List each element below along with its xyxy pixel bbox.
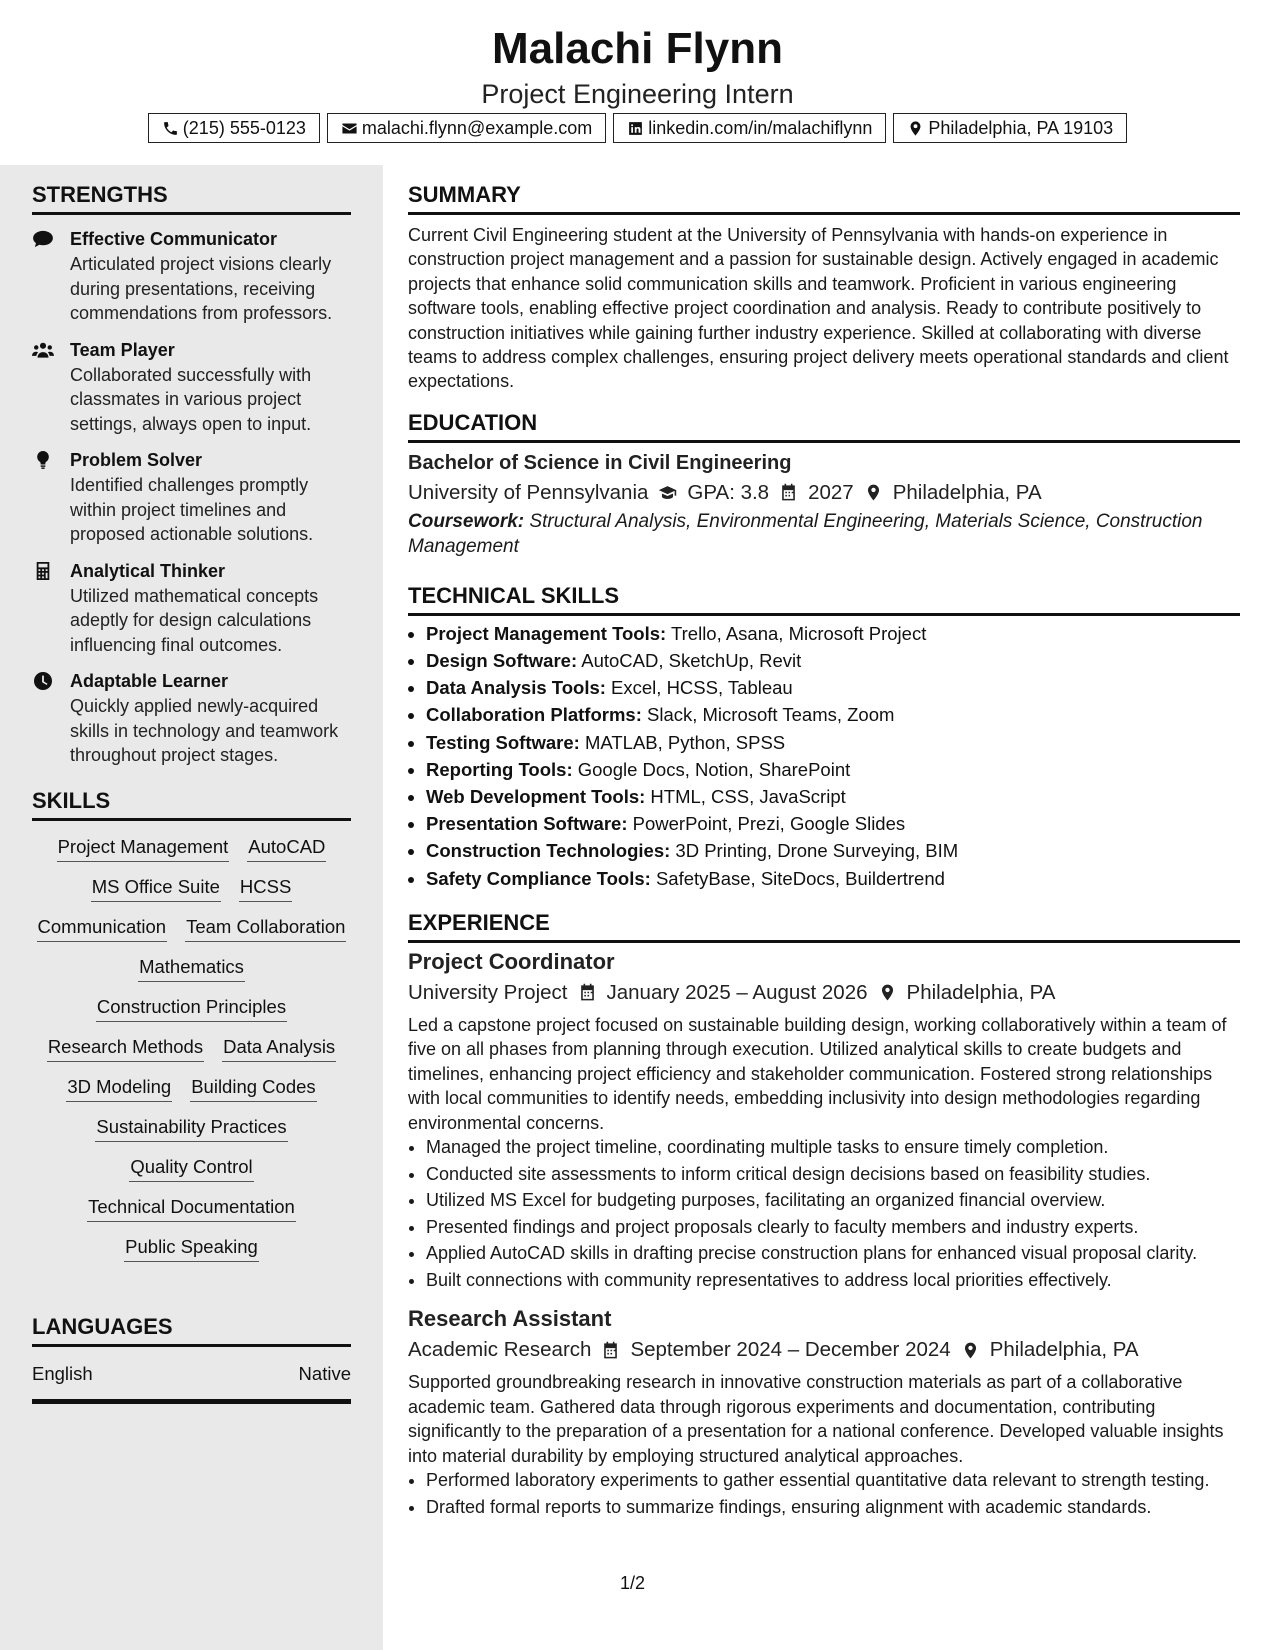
technical-skill-item	[426, 865, 1240, 892]
section-divider	[408, 440, 1240, 443]
strength-item	[32, 559, 351, 658]
job-bullet: • Conducted site assessments to inform critical design decisions based on feasibility studies.	[426, 1162, 1240, 1187]
job-meta	[408, 1334, 1240, 1366]
technical-skill-item	[426, 620, 1240, 647]
job-bullet: • Presented findings and project proposals clearly to faculty members and industry experts.	[426, 1215, 1240, 1240]
strength-title: Analytical Thinker	[70, 560, 226, 581]
skill-tag: Data Analysis	[222, 1033, 336, 1062]
phone-contact[interactable]	[148, 113, 320, 143]
skill-tag: 3D Modeling	[66, 1073, 172, 1102]
technical-skills-list	[408, 620, 1240, 892]
school-name: University of Pennsylvania	[408, 480, 649, 504]
envelope-icon	[341, 120, 358, 137]
skills-heading: SKILLS	[32, 787, 111, 813]
linkedin-text: linkedin.com/in/malachiflynn	[648, 117, 873, 138]
gpa-text: GPA: 3.8	[687, 480, 770, 504]
location-contact	[893, 113, 1127, 143]
email-text: malachi.flynn@example.com	[361, 117, 593, 138]
calendar-icon	[779, 483, 798, 502]
coursework	[408, 509, 1240, 559]
skill-tag: Sustainability Practices	[95, 1113, 287, 1142]
summary-text: Current Civil Engineering student at the University of Pennsylvania with hands-on experience in construction project management and a passion for sustainable design. Actively engaged in academic projects that enhance solid communication skills and teamwork. Proficient in various engineering software tools, enabling effective project coordination and analysis. Ready to contribute positively to construction initiatives while gaining further industry experience. Skilled at collaborating with diverse teams to address complex challenges, ensuring project delivery meets operational standards and client expectations.	[408, 225, 1229, 392]
page-number: 1/2	[620, 1573, 646, 1593]
experience-heading: EXPERIENCE	[408, 909, 550, 935]
technical-skill-item	[426, 837, 1240, 864]
language-level: Native	[298, 1362, 351, 1384]
job-bullet: • Built connections with community representatives to address local priorities effectively.	[426, 1268, 1240, 1293]
degree-title: Bachelor of Science in Civil Engineering	[408, 451, 792, 474]
map-pin-icon	[907, 120, 924, 137]
technical-skill-item	[426, 701, 1240, 728]
skill-tag: Team Collaboration	[185, 913, 346, 942]
skill-tag: MS Office Suite	[91, 873, 221, 902]
skill-tag: Project Management	[57, 833, 230, 862]
technical-skill-item	[426, 810, 1240, 837]
strength-item	[32, 338, 351, 437]
job-organization: Academic Research	[408, 1338, 592, 1362]
skill-tag: AutoCAD	[247, 833, 326, 862]
candidate-title: Project Engineering Intern	[481, 79, 794, 109]
strength-description: Collaborated successfully with classmates in various project settings, always open to input.	[70, 364, 312, 434]
users-icon	[32, 341, 54, 359]
strength-item	[32, 448, 351, 547]
graduation-year: 2027	[808, 480, 854, 504]
skill-tag: Public Speaking	[124, 1233, 259, 1262]
job-bullet: • Drafted formal reports to summarize findings, ensuring alignment with academic standards.	[426, 1495, 1240, 1520]
lightbulb-icon	[32, 451, 54, 469]
graduation-cap-icon	[658, 483, 677, 502]
education-meta	[408, 477, 1240, 509]
phone-icon	[162, 120, 179, 137]
map-pin-icon	[864, 483, 883, 502]
skill-values: AutoCAD, SketchUp, Revit	[581, 650, 802, 672]
job-bullets	[408, 1468, 1240, 1519]
skill-values: MATLAB, Python, SPSS	[584, 731, 786, 753]
strength-title: Team Player	[70, 339, 175, 360]
skill-tag: HCSS	[239, 873, 292, 902]
candidate-name: Malachi Flynn	[492, 24, 783, 73]
skill-values: 3D Printing, Drone Surveying, BIM	[675, 840, 959, 862]
skill-category: Reporting Tools:	[426, 758, 573, 780]
section-divider	[408, 212, 1240, 215]
strength-description: Quickly applied newly-acquired skills in technology and teamwork throughout project stages.	[70, 696, 339, 765]
technical-skill-item	[426, 674, 1240, 701]
strength-item	[32, 227, 351, 326]
job-role: Project Coordinator	[408, 948, 615, 974]
language-proficiency-bar	[32, 1399, 351, 1404]
skill-values: Excel, HCSS, Tableau	[611, 677, 793, 699]
skill-category: Testing Software:	[426, 731, 580, 753]
language-name: English	[32, 1362, 93, 1384]
technical-skill-item	[426, 756, 1240, 783]
calculator-icon	[32, 562, 54, 580]
strengths-heading: STRENGTHS	[32, 182, 168, 207]
job-description: Supported groundbreaking research in innovative construction materials as part of a collaborative academic team. Gathered data through rigorous experiments and documentation, contributing significantly to the preparation of a presentation for a national conference. Developed valuable insights into material durability by employing structured analytical approaches.	[408, 1372, 1224, 1466]
job-description: Led a capstone project focused on sustainable building design, working collaboratively within a team of five on all phases from planning through execution. Utilized analytical skills to create budgets and timelines, enhancing project efficiency and stakeholder communication. Fostered strong relationships with local communities to identify needs, embedding inclusivity into design methodologies regarding environmental concerns.	[408, 1014, 1227, 1133]
skill-tag: Communication	[37, 913, 168, 942]
job-bullet: • Applied AutoCAD skills in drafting precise construction plans for enhanced visual proposal clarity.	[426, 1241, 1240, 1266]
skill-category: Collaboration Platforms:	[426, 704, 642, 726]
skill-tag: Quality Control	[129, 1153, 253, 1182]
language-row	[32, 1359, 351, 1389]
job-location: Philadelphia, PA	[989, 1338, 1139, 1362]
strength-description: Articulated project visions clearly during presentations, receiving commendations from professors.	[70, 254, 333, 323]
section-divider	[408, 940, 1240, 943]
job-bullet: • Performed laboratory experiments to gather essential quantitative data relevant to strength testing.	[426, 1468, 1240, 1493]
school-location: Philadelphia, PA	[892, 480, 1042, 504]
technical-skill-item	[426, 647, 1240, 674]
email-contact[interactable]	[327, 113, 606, 143]
strength-title: Adaptable Learner	[70, 671, 229, 691]
languages-heading: LANGUAGES	[32, 1313, 173, 1339]
skill-values: PowerPoint, Prezi, Google Slides	[632, 813, 906, 835]
skill-category: Safety Compliance Tools:	[426, 867, 651, 889]
job-meta	[408, 977, 1240, 1009]
linkedin-icon	[627, 120, 644, 137]
education-heading: EDUCATION	[408, 409, 538, 435]
speech-bubble-icon	[32, 230, 54, 248]
calendar-icon	[601, 1341, 620, 1360]
strength-item	[32, 669, 351, 768]
location-text: Philadelphia, PA 19103	[928, 117, 1114, 138]
main-content	[408, 178, 1240, 1531]
skill-category: Design Software:	[426, 650, 578, 672]
section-divider	[32, 1344, 351, 1347]
technical-skill-item	[426, 783, 1240, 810]
coursework-list: Structural Analysis, Environmental Engineering, Materials Science, Construction Management	[408, 510, 1203, 557]
section-divider	[408, 613, 1240, 616]
skill-category: Web Development Tools:	[426, 786, 646, 808]
strength-description: Utilized mathematical concepts adeptly for design calculations influencing final outcomes.	[70, 585, 319, 655]
job-bullets	[408, 1135, 1240, 1293]
skill-values: Trello, Asana, Microsoft Project	[671, 622, 927, 644]
technical-skills-heading: TECHNICAL SKILLS	[408, 582, 620, 608]
job-dates: January 2025 – August 2026	[606, 980, 868, 1004]
map-pin-icon	[878, 983, 897, 1002]
skill-category: Data Analysis Tools:	[426, 677, 606, 699]
skill-tag: Building Codes	[190, 1073, 316, 1102]
job-location: Philadelphia, PA	[906, 980, 1056, 1004]
map-pin-icon	[961, 1341, 980, 1360]
coursework-label: Coursework:	[408, 510, 525, 532]
job-bullet: • Utilized MS Excel for budgeting purposes, facilitating an organized financial overview.	[426, 1188, 1240, 1213]
experience-entry	[408, 947, 1240, 1293]
skill-category: Presentation Software:	[426, 813, 628, 835]
resume-header	[0, 20, 1275, 110]
skills-list	[32, 833, 351, 1262]
strength-title: Effective Communicator	[70, 229, 278, 249]
skill-values: Google Docs, Notion, SharePoint	[577, 758, 851, 780]
sidebar	[32, 178, 351, 1404]
contact-bar	[0, 113, 1275, 143]
skill-tag: Construction Principles	[96, 993, 287, 1022]
job-bullet: • Managed the project timeline, coordinating multiple tasks to ensure timely completion.	[426, 1135, 1240, 1160]
job-organization: University Project	[408, 980, 568, 1004]
skill-values: Slack, Microsoft Teams, Zoom	[647, 704, 895, 726]
summary-heading: SUMMARY	[408, 182, 521, 207]
phone-text: (215) 555-0123	[182, 117, 306, 138]
clock-icon	[32, 672, 54, 690]
strength-description: Identified challenges promptly within project timelines and proposed actionable solutions.	[70, 475, 314, 544]
linkedin-contact[interactable]	[613, 113, 886, 143]
skill-values: SafetyBase, SiteDocs, Buildertrend	[655, 867, 945, 889]
skill-category: Project Management Tools:	[426, 622, 667, 644]
skill-tag: Research Methods	[47, 1033, 204, 1062]
job-role: Research Assistant	[408, 1306, 612, 1332]
experience-entry	[408, 1304, 1240, 1519]
skill-category: Construction Technologies:	[426, 840, 671, 862]
section-divider	[32, 212, 351, 215]
skill-values: HTML, CSS, JavaScript	[650, 786, 846, 808]
calendar-icon	[578, 983, 597, 1002]
technical-skill-item	[426, 729, 1240, 756]
job-dates: September 2024 – December 2024	[630, 1338, 951, 1362]
section-divider	[32, 818, 351, 821]
skill-tag: Technical Documentation	[87, 1193, 296, 1222]
skill-tag: Mathematics	[138, 953, 245, 982]
strength-title: Problem Solver	[70, 450, 203, 470]
